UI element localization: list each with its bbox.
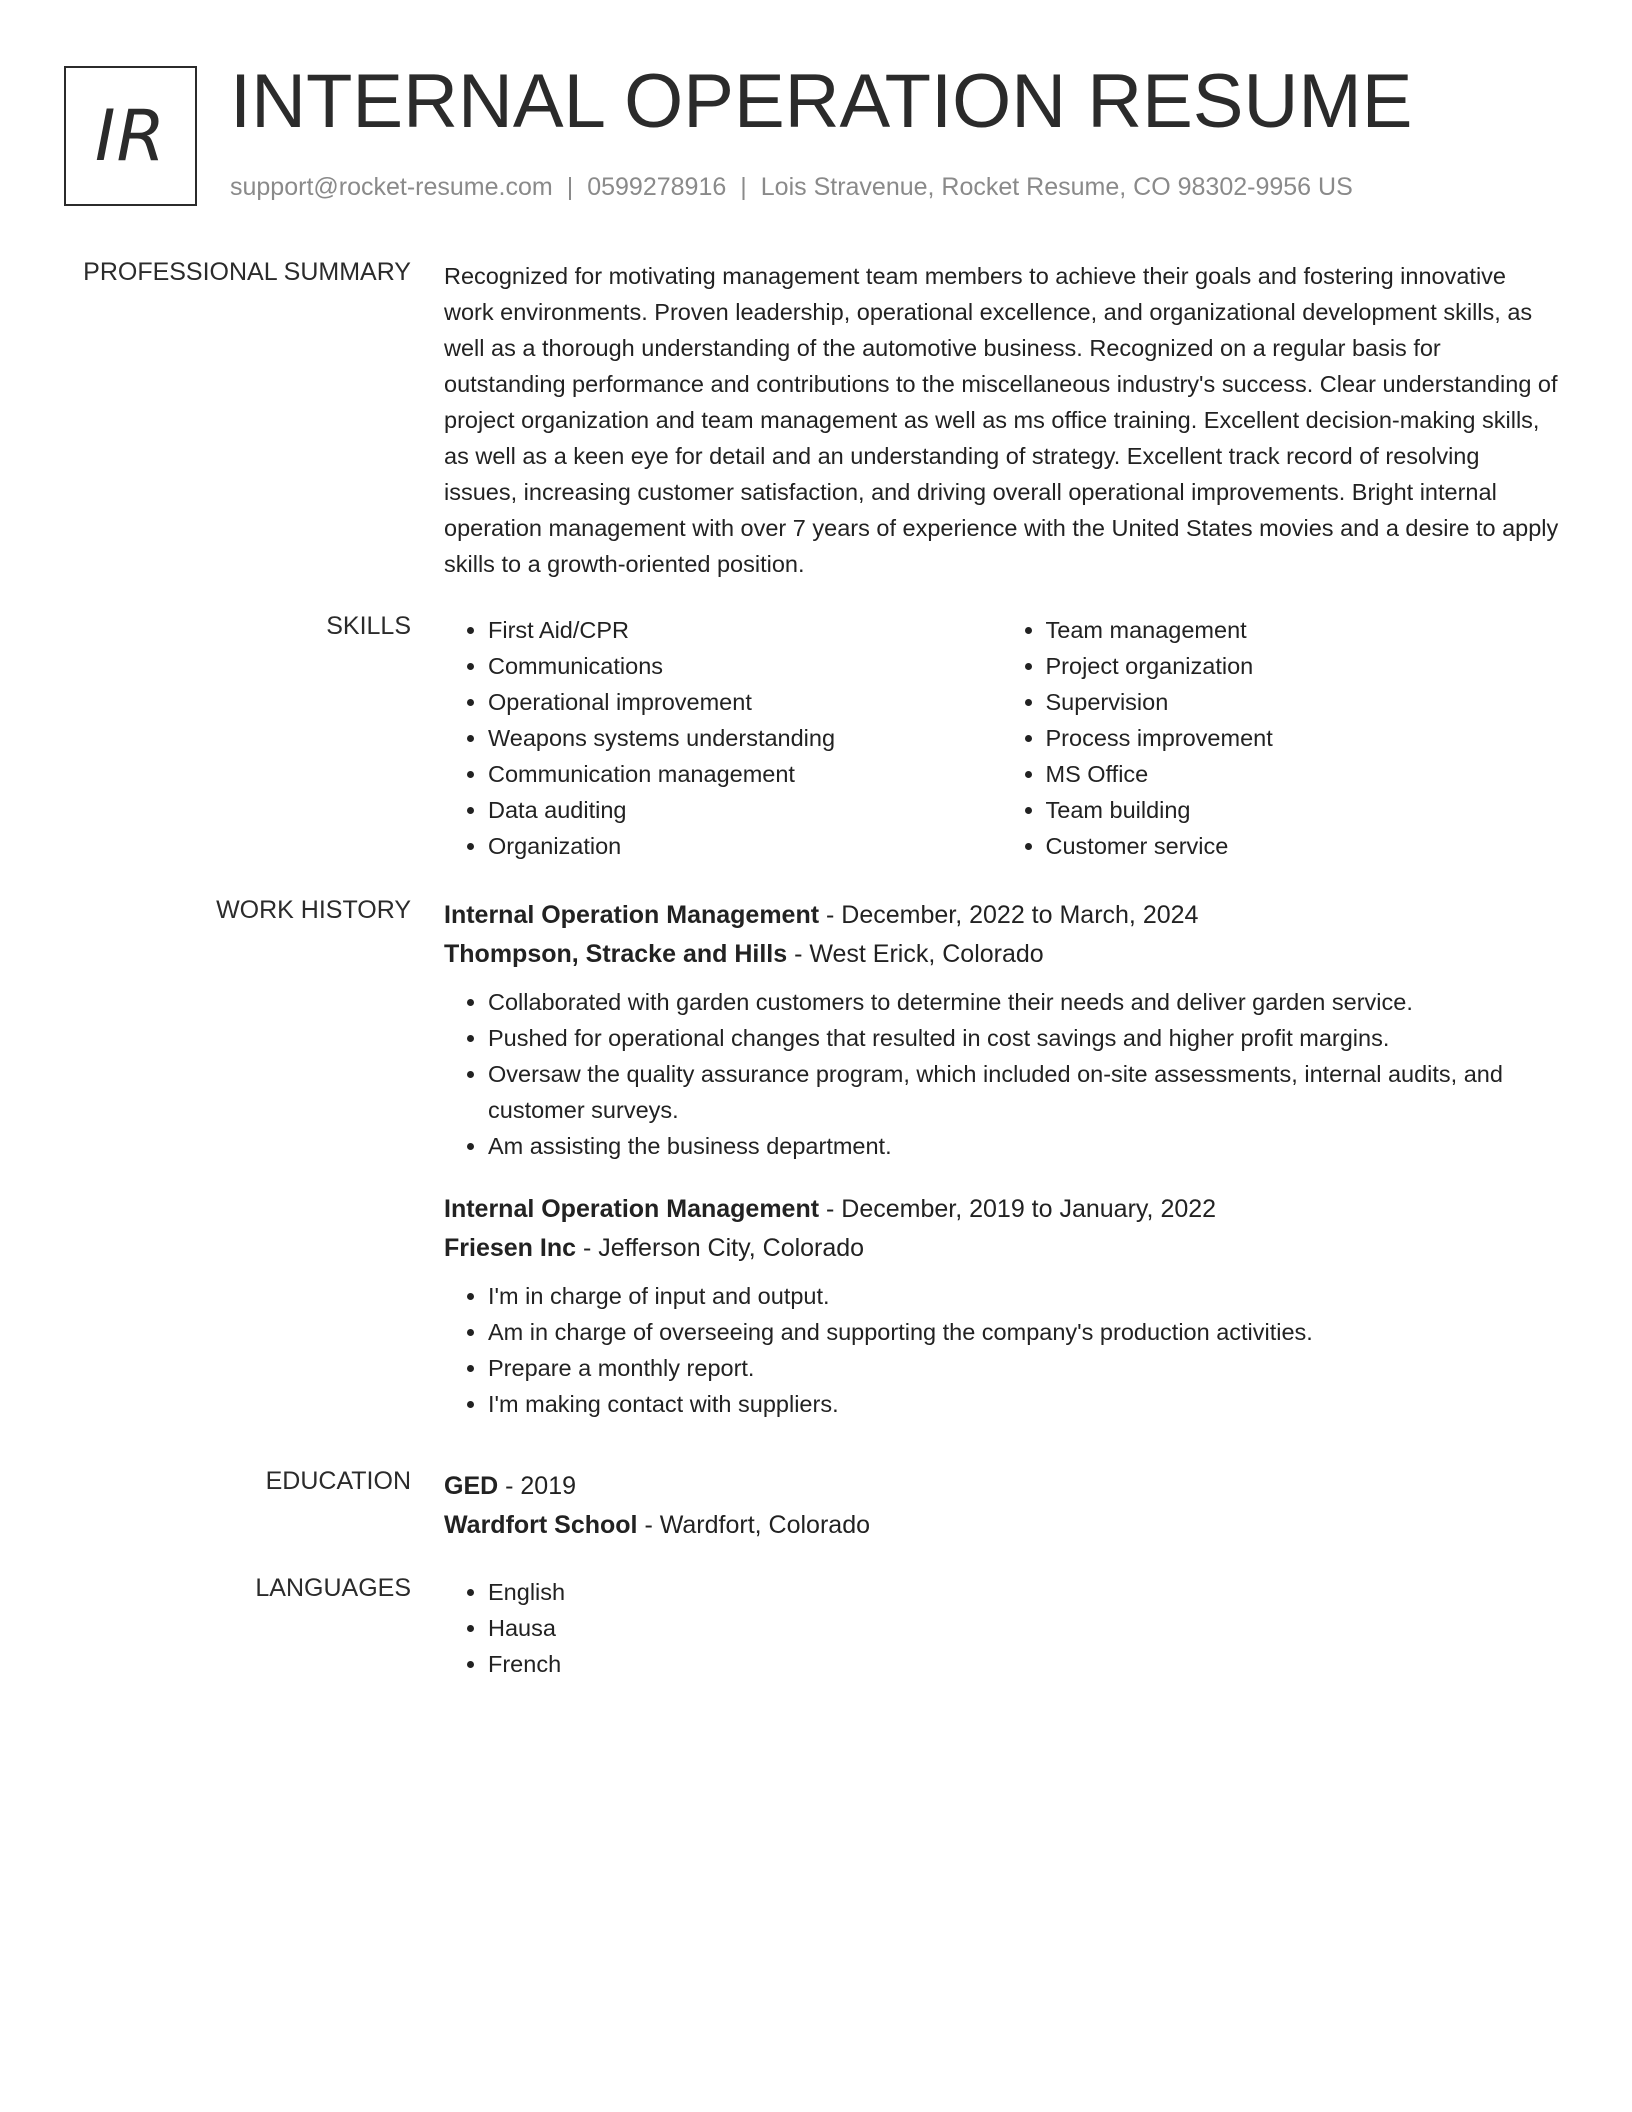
section-body bbox=[444, 612, 1559, 864]
skill-item: • Customer service bbox=[1046, 828, 1560, 864]
job-role-line bbox=[444, 896, 1559, 935]
job-location: - West Erick, Colorado bbox=[787, 940, 1044, 968]
languages-list bbox=[444, 1574, 1559, 1682]
job-company-line bbox=[444, 1229, 1559, 1268]
job-company-line bbox=[444, 935, 1559, 974]
job-bullet: • Am in charge of overseeing and supporting the company's production activities. bbox=[488, 1314, 1559, 1350]
section-title: WORK HISTORY bbox=[216, 896, 411, 924]
section-body bbox=[444, 258, 1559, 582]
monogram-box bbox=[64, 66, 197, 206]
job-bullet: • I'm in charge of input and output. bbox=[488, 1278, 1559, 1314]
job-entry bbox=[444, 896, 1559, 1164]
skill-item: • Team building bbox=[1046, 792, 1560, 828]
contact-phone: 0599278916 bbox=[587, 173, 727, 201]
skill-item: • MS Office bbox=[1046, 756, 1560, 792]
section-body bbox=[444, 896, 1559, 1448]
skill-item: • Process improvement bbox=[1046, 720, 1560, 756]
education-degree: GED bbox=[444, 1472, 499, 1500]
resume-header bbox=[64, 59, 1564, 214]
section-title: EDUCATION bbox=[265, 1467, 411, 1495]
job-bullet: • Am assisting the business department. bbox=[488, 1128, 1559, 1164]
summary-text: Recognized for motivating management team members to achieve their goals and fostering innovative work environments. Proven leadership, operational excellence, and organizational development skills, as well as a thorough understanding of the automotive business. Recognized on a regular basis for outstanding performance and contributions to the miscellaneous industry's success. Clear understanding of project organization and team management as well as ms office training. Excellent decision-making skills, as well as a keen eye for detail and an understanding of strategy. Excellent track record of resolving issues, increasing customer satisfaction, and driving overall operational improvements. Bright internal operation management with over 7 years of experience with the United States movies and a desire to apply skills to a growth-oriented position. bbox=[444, 263, 1559, 577]
skill-item: • Organization bbox=[488, 828, 1002, 864]
job-bullet: • Oversaw the quality assurance program, which included on-site assessments, internal audits, and customer surveys. bbox=[488, 1056, 1559, 1128]
skill-item: • Weapons systems understanding bbox=[488, 720, 1002, 756]
language-item: • English bbox=[488, 1574, 1559, 1610]
job-bullet: • Prepare a monthly report. bbox=[488, 1350, 1559, 1386]
contact-line bbox=[230, 173, 1353, 202]
skill-item: • Project organization bbox=[1046, 648, 1560, 684]
education-school-line bbox=[444, 1506, 1559, 1545]
skill-item: • Operational improvement bbox=[488, 684, 1002, 720]
job-entry bbox=[444, 1190, 1559, 1422]
education-year: - 2019 bbox=[498, 1472, 577, 1500]
job-dates: - December, 2022 to March, 2024 bbox=[819, 901, 1199, 929]
job-company: Friesen Inc bbox=[444, 1234, 576, 1262]
job-bullet: • Pushed for operational changes that resulted in cost savings and higher profit margins. bbox=[488, 1020, 1559, 1056]
section-title: LANGUAGES bbox=[255, 1574, 411, 1602]
resume-title: INTERNAL OPERATION RESUME bbox=[230, 59, 1413, 144]
education-school: Wardfort School bbox=[444, 1511, 638, 1539]
section-title: SKILLS bbox=[326, 612, 411, 640]
skill-item: • First Aid/CPR bbox=[488, 612, 1002, 648]
skill-item: • Supervision bbox=[1046, 684, 1560, 720]
job-bullet: • Collaborated with garden customers to determine their needs and deliver garden service. bbox=[488, 984, 1559, 1020]
skills-columns bbox=[444, 612, 1559, 864]
contact-address: Lois Stravenue, Rocket Resume, CO 98302-9956 US bbox=[760, 173, 1353, 201]
contact-separator: | bbox=[740, 173, 747, 201]
job-bullet: • I'm making contact with suppliers. bbox=[488, 1386, 1559, 1422]
skill-item: • Data auditing bbox=[488, 792, 1002, 828]
job-dates: - December, 2019 to January, 2022 bbox=[819, 1195, 1217, 1223]
skill-item: • Team management bbox=[1046, 612, 1560, 648]
job-company: Thompson, Stracke and Hills bbox=[444, 940, 788, 968]
section-title: PROFESSIONAL SUMMARY bbox=[83, 258, 411, 286]
skill-item: • Communication management bbox=[488, 756, 1002, 792]
section-body bbox=[444, 1574, 1559, 1682]
contact-email: support@rocket-resume.com bbox=[230, 173, 553, 201]
skill-item: • Communications bbox=[488, 648, 1002, 684]
education-degree-line bbox=[444, 1467, 1559, 1506]
job-role-line bbox=[444, 1190, 1559, 1229]
job-role: Internal Operation Management bbox=[444, 901, 820, 929]
job-role: Internal Operation Management bbox=[444, 1195, 820, 1223]
job-bullets bbox=[444, 1278, 1559, 1422]
monogram-initials: IR bbox=[94, 95, 167, 177]
education-location: - Wardfort, Colorado bbox=[637, 1511, 870, 1539]
contact-separator: | bbox=[566, 173, 574, 201]
section-body bbox=[444, 1467, 1559, 1545]
skills-list-right bbox=[1002, 612, 1560, 864]
job-location: - Jefferson City, Colorado bbox=[576, 1234, 865, 1262]
language-item: • French bbox=[488, 1646, 1559, 1682]
language-item: • Hausa bbox=[488, 1610, 1559, 1646]
job-bullets bbox=[444, 984, 1559, 1164]
skills-list-left bbox=[444, 612, 1002, 864]
